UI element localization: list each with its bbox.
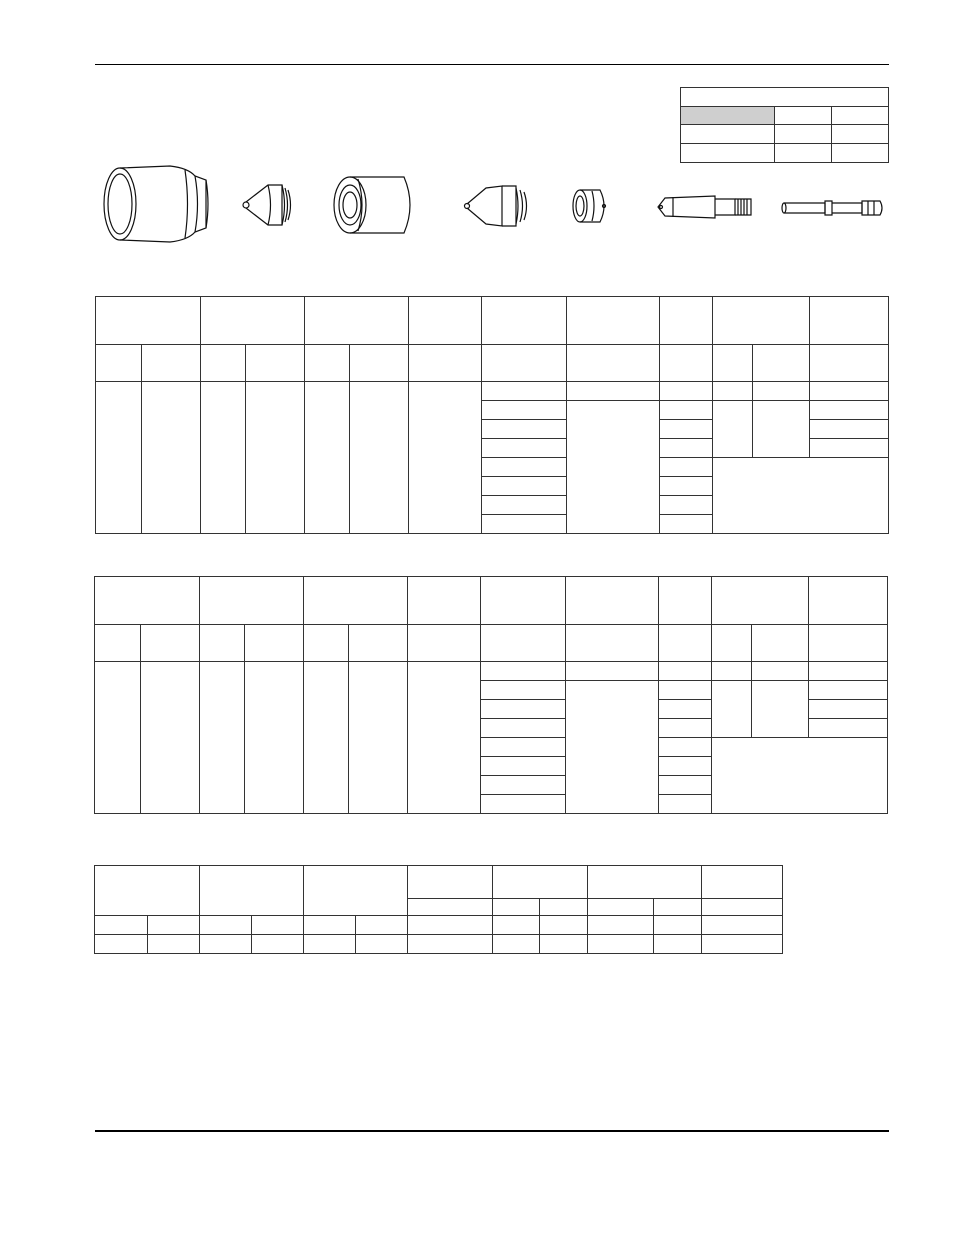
- subheader-cell: [350, 345, 409, 382]
- header-cell: [713, 297, 810, 345]
- data-cell: [659, 757, 712, 776]
- data-cell: [481, 719, 566, 738]
- header-cell: [810, 297, 889, 345]
- data-cell: [660, 382, 713, 401]
- data-cell: [305, 382, 350, 534]
- header-cell: [660, 297, 713, 345]
- data-cell: [200, 916, 252, 935]
- subheader-cell: [409, 345, 482, 382]
- header-cell: [95, 577, 200, 625]
- data-cell: [809, 681, 888, 700]
- legend-header-cell: [832, 107, 889, 125]
- header-cell: [305, 297, 409, 345]
- subheader-cell: [588, 899, 654, 916]
- data-cell: [409, 382, 482, 534]
- data-cell: [659, 662, 712, 681]
- data-cell: [493, 916, 540, 935]
- data-cell: [482, 496, 567, 515]
- data-cell: [142, 382, 201, 534]
- data-cell: [148, 916, 200, 935]
- header-cell: [201, 297, 305, 345]
- data-cell: [567, 382, 660, 401]
- data-cell: [659, 719, 712, 738]
- data-cell: [96, 382, 142, 534]
- data-cell: [304, 662, 349, 814]
- data-cell: [712, 662, 752, 681]
- legend-cell: [832, 144, 889, 163]
- data-cell: [481, 757, 566, 776]
- data-cell: [809, 719, 888, 738]
- data-cell: [304, 935, 356, 954]
- subheader-cell: [753, 345, 810, 382]
- data-cell: [540, 916, 588, 935]
- subheader-cell: [702, 899, 783, 916]
- data-cell: [654, 935, 702, 954]
- header-cell: [409, 297, 482, 345]
- header-cell: [809, 577, 888, 625]
- subheader-cell: [810, 345, 889, 382]
- data-cell: [810, 401, 889, 420]
- data-cell: [660, 496, 713, 515]
- cut-chart-table-1: [95, 296, 889, 534]
- data-cell: [588, 916, 654, 935]
- subheader-cell: [408, 899, 493, 916]
- footer-rule: [95, 1130, 889, 1132]
- subheader-cell: [304, 625, 349, 662]
- subheader-cell: [305, 345, 350, 382]
- data-cell: [567, 401, 660, 534]
- data-cell: [810, 439, 889, 458]
- data-cell: [566, 681, 659, 814]
- data-cell: [659, 700, 712, 719]
- subheader-cell: [481, 625, 566, 662]
- subheader-cell: [408, 625, 481, 662]
- subheader-cell: [712, 625, 752, 662]
- data-cell: [712, 681, 752, 738]
- header-cell: [482, 297, 567, 345]
- data-cell: [753, 401, 810, 458]
- legend-cell: [775, 144, 832, 163]
- data-cell: [482, 477, 567, 496]
- data-cell: [252, 935, 304, 954]
- legend-table: [680, 87, 889, 163]
- shield-icon: [100, 162, 215, 247]
- subheader-cell: [567, 345, 660, 382]
- data-cell: [660, 458, 713, 477]
- subheader-cell: [349, 625, 408, 662]
- header-cell: [96, 297, 201, 345]
- data-cell: [95, 935, 148, 954]
- data-cell: [702, 916, 783, 935]
- legend-cell: [681, 125, 775, 144]
- subheader-cell: [566, 625, 659, 662]
- data-cell: [482, 401, 567, 420]
- nozzle-retaining-cap-icon: [238, 180, 298, 230]
- header-cell: [588, 866, 702, 899]
- legend-table-title: [681, 88, 889, 107]
- data-cell: [200, 662, 245, 814]
- data-cell: [481, 681, 566, 700]
- header-rule: [95, 64, 889, 65]
- data-cell: [481, 662, 566, 681]
- nozzle-icon: [462, 182, 534, 230]
- header-cell: [567, 297, 660, 345]
- data-cell: [659, 795, 712, 814]
- subheader-cell: [540, 899, 588, 916]
- legend-header-cell: [775, 107, 832, 125]
- data-cell: [408, 662, 481, 814]
- data-cell: [713, 401, 753, 458]
- data-cell: [246, 382, 305, 534]
- subheader-cell: [752, 625, 809, 662]
- data-cell: [356, 935, 408, 954]
- data-cell: [304, 916, 356, 935]
- legend-cell: [832, 125, 889, 144]
- data-cell: [482, 420, 567, 439]
- electrode-icon: [655, 193, 755, 221]
- header-cell: [493, 866, 588, 899]
- data-cell: [809, 700, 888, 719]
- subheader-cell: [660, 345, 713, 382]
- data-cell: [659, 681, 712, 700]
- data-cell: [356, 916, 408, 935]
- header-cell: [566, 577, 659, 625]
- header-cell: [304, 577, 408, 625]
- data-cell: [481, 776, 566, 795]
- header-cell: [659, 577, 712, 625]
- subheader-cell: [200, 625, 245, 662]
- subheader-cell: [141, 625, 200, 662]
- subheader-cell: [713, 345, 753, 382]
- subheader-cell: [654, 899, 702, 916]
- data-cell: [660, 401, 713, 420]
- header-cell: [408, 577, 481, 625]
- swirl-ring-icon: [570, 185, 612, 227]
- data-cell: [654, 916, 702, 935]
- data-cell: [713, 382, 753, 401]
- header-cell: [200, 577, 304, 625]
- header-cell: [95, 866, 200, 916]
- subheader-cell: [482, 345, 567, 382]
- data-cell: [566, 662, 659, 681]
- data-cell: [713, 458, 889, 534]
- data-cell: [481, 700, 566, 719]
- data-cell: [148, 935, 200, 954]
- data-cell: [659, 738, 712, 757]
- header-cell: [304, 866, 408, 916]
- data-cell: [141, 662, 200, 814]
- data-cell: [660, 439, 713, 458]
- data-cell: [350, 382, 409, 534]
- data-cell: [482, 439, 567, 458]
- retaining-cap-icon: [328, 173, 418, 238]
- data-cell: [245, 662, 304, 814]
- data-cell: [200, 935, 252, 954]
- data-cell: [408, 935, 493, 954]
- data-cell: [482, 382, 567, 401]
- header-cell: [712, 577, 809, 625]
- subheader-cell: [95, 625, 141, 662]
- header-cell: [702, 866, 783, 899]
- cut-chart-table-2: [94, 576, 888, 814]
- data-cell: [252, 916, 304, 935]
- subheader-cell: [659, 625, 712, 662]
- legend-header-cell: [681, 107, 775, 125]
- legend-cell: [775, 125, 832, 144]
- subheader-cell: [246, 345, 305, 382]
- data-cell: [753, 382, 810, 401]
- legend-cell: [681, 144, 775, 163]
- data-cell: [481, 738, 566, 757]
- data-cell: [201, 382, 246, 534]
- data-cell: [809, 662, 888, 681]
- data-cell: [660, 477, 713, 496]
- data-cell: [95, 916, 148, 935]
- subheader-cell: [493, 899, 540, 916]
- data-cell: [810, 420, 889, 439]
- header-cell: [481, 577, 566, 625]
- data-cell: [588, 935, 654, 954]
- data-cell: [659, 776, 712, 795]
- subheader-cell: [245, 625, 304, 662]
- subheader-cell: [201, 345, 246, 382]
- data-cell: [712, 738, 888, 814]
- data-cell: [482, 515, 567, 534]
- data-cell: [95, 662, 141, 814]
- data-cell: [349, 662, 408, 814]
- data-cell: [660, 515, 713, 534]
- subheader-cell: [809, 625, 888, 662]
- data-cell: [482, 458, 567, 477]
- data-cell: [408, 916, 493, 935]
- cut-chart-table-3: [94, 865, 783, 954]
- header-cell: [200, 866, 304, 916]
- water-tube-icon: [780, 198, 886, 218]
- data-cell: [481, 795, 566, 814]
- header-cell: [408, 866, 493, 899]
- data-cell: [810, 382, 889, 401]
- data-cell: [540, 935, 588, 954]
- data-cell: [752, 681, 809, 738]
- data-cell: [660, 420, 713, 439]
- data-cell: [493, 935, 540, 954]
- data-cell: [752, 662, 809, 681]
- data-cell: [702, 935, 783, 954]
- subheader-cell: [96, 345, 142, 382]
- subheader-cell: [142, 345, 201, 382]
